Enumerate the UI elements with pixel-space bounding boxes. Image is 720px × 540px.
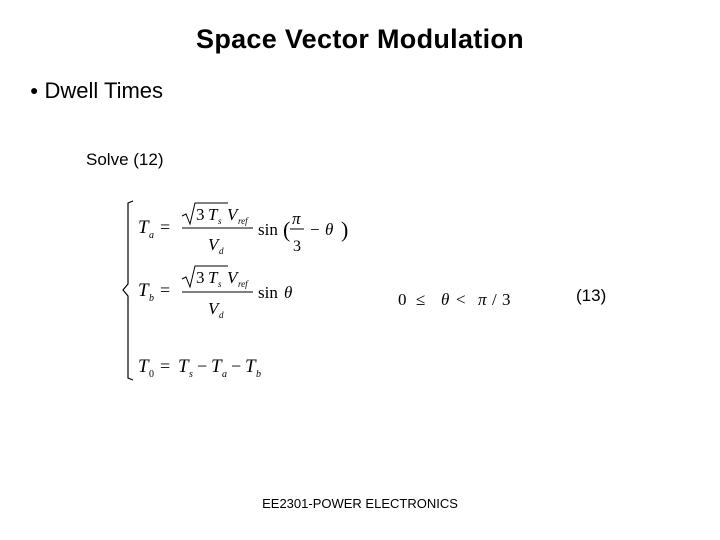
- svg-text:a: a: [222, 369, 227, 380]
- footer-text: EE2301-POWER ELECTRONICS: [262, 496, 458, 511]
- svg-text:V: V: [208, 235, 219, 254]
- svg-text:θ: θ: [325, 220, 334, 239]
- svg-text:0: 0: [149, 369, 154, 380]
- svg-text:3: 3: [196, 268, 205, 287]
- equation-number: (13): [576, 286, 607, 305]
- svg-text:T: T: [208, 268, 218, 287]
- svg-text:ref: ref: [238, 216, 248, 226]
- svg-text:π: π: [292, 209, 301, 228]
- svg-text:−: −: [310, 220, 320, 239]
- svg-text:/: /: [492, 290, 497, 309]
- equation-t0: [138, 356, 261, 380]
- svg-text:−: −: [197, 356, 208, 376]
- svg-text:T: T: [138, 356, 149, 377]
- svg-text:T: T: [138, 280, 149, 301]
- svg-text:π: π: [478, 290, 487, 309]
- bullet-dot-icon: ●: [30, 82, 39, 98]
- svg-text:T: T: [208, 205, 218, 224]
- svg-text:<: <: [456, 290, 466, 309]
- svg-text:0: 0: [398, 290, 407, 309]
- svg-text:=: =: [160, 356, 171, 376]
- equation-ta: [138, 203, 348, 256]
- svg-text:=: =: [160, 217, 171, 237]
- svg-text:b: b: [149, 293, 154, 304]
- theta-range-condition: [398, 290, 511, 309]
- svg-text:s: s: [218, 216, 222, 226]
- left-brace: [123, 201, 133, 380]
- svg-text:a: a: [149, 230, 154, 241]
- equation-tb: [138, 266, 292, 320]
- svg-text:θ: θ: [284, 283, 293, 302]
- solve-label: Solve (12): [86, 150, 164, 169]
- svg-text:d: d: [219, 310, 224, 320]
- svg-text:3: 3: [196, 205, 205, 224]
- svg-text:T: T: [245, 356, 256, 377]
- svg-text:ref: ref: [238, 279, 248, 289]
- svg-text:T: T: [211, 356, 222, 377]
- svg-text:s: s: [218, 279, 222, 289]
- bullet-text: Dwell Times: [44, 78, 164, 103]
- slide-title: Space Vector Modulation: [196, 24, 524, 54]
- svg-text:=: =: [160, 280, 171, 300]
- svg-text:T: T: [138, 217, 149, 238]
- svg-text:3: 3: [502, 290, 511, 309]
- svg-text:θ: θ: [441, 290, 450, 309]
- svg-text:sin: sin: [258, 220, 278, 239]
- svg-text:T: T: [178, 356, 189, 377]
- svg-text:b: b: [256, 369, 261, 380]
- svg-text:V: V: [227, 205, 238, 224]
- svg-text:sin: sin: [258, 283, 278, 302]
- svg-text:3: 3: [293, 238, 301, 255]
- svg-text:V: V: [208, 299, 219, 318]
- svg-text:d: d: [219, 246, 224, 256]
- svg-text:(: (: [283, 217, 291, 242]
- svg-text:≤: ≤: [416, 290, 426, 309]
- svg-text:): ): [341, 217, 349, 242]
- svg-text:V: V: [227, 268, 238, 287]
- svg-text:−: −: [231, 356, 242, 376]
- svg-text:s: s: [189, 369, 193, 380]
